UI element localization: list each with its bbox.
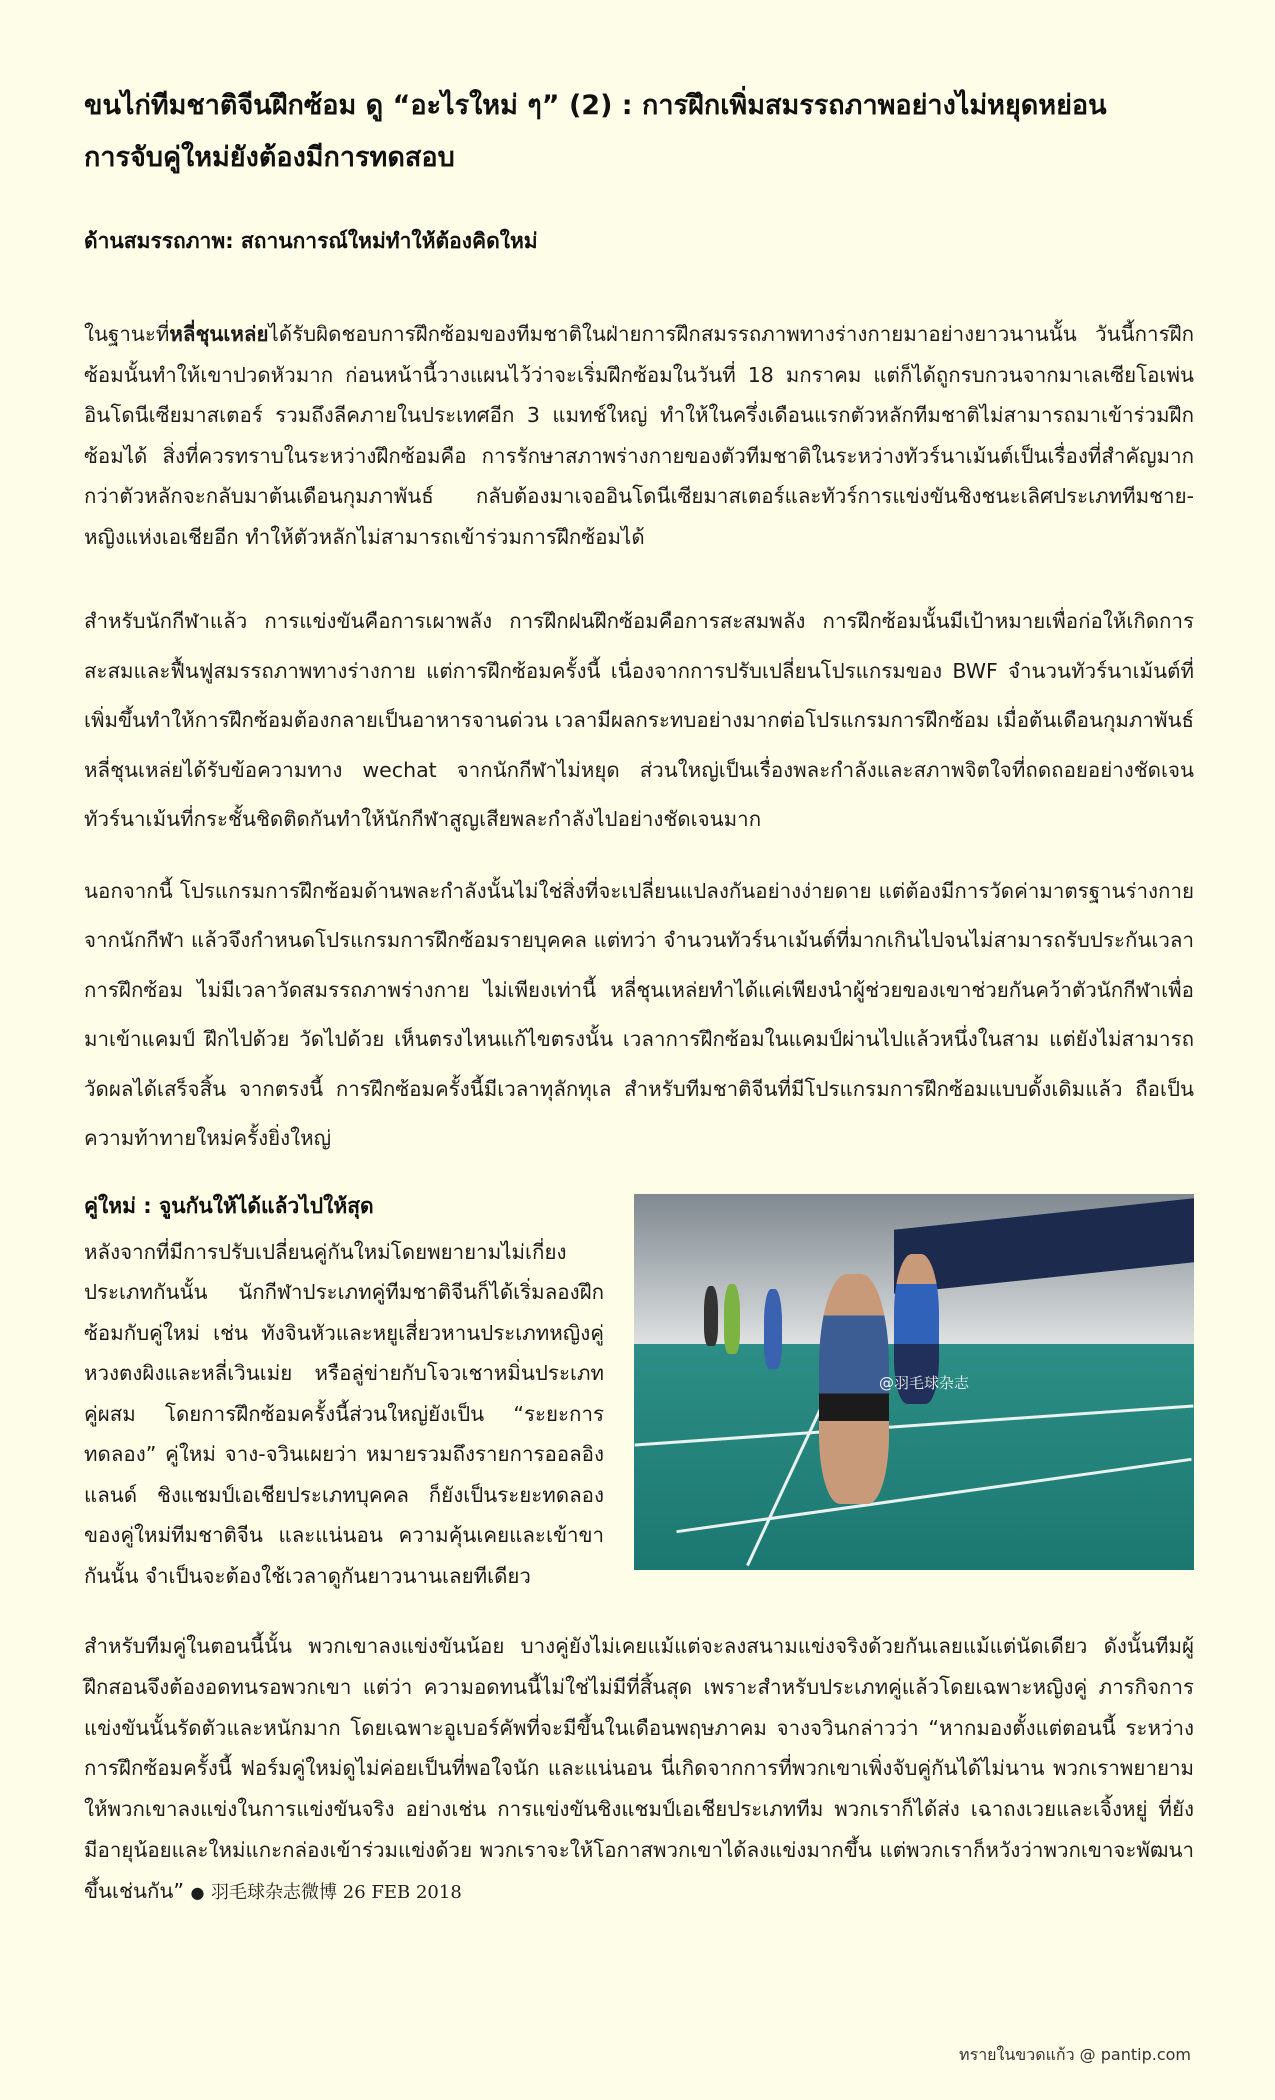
paragraph-1 <box>84 314 1194 557</box>
section-heading-fitness: ด้านสมรรถภาพ: สถานการณ์ใหม่ทำให้ต้องคิดใหม่ <box>84 229 538 253</box>
section-heading-new-pairs: คู่ใหม่ : จูนกันให้ได้แล้วไปให้สุด <box>84 1193 374 1218</box>
article <box>84 80 1194 1914</box>
title-line-1: ขนไก่ทีมชาติจีนฝึกซ้อม ดู “อะไรใหม่ ๆ” (2) : การฝึกเพิ่มสมรรถภาพอย่างไม่หยุดหย่อน <box>84 90 1107 121</box>
article-title <box>84 80 1194 184</box>
paragraph-1-bold-name: หลี่ชุนเหล่ย <box>169 322 269 346</box>
photo-watermark: @羽毛球杂志 <box>879 1373 970 1392</box>
paragraph-5-text: สำหรับทีมคู่ในตอนนี้นั้น พวกเขาลงแข่งขันน้อย บางคู่ยังไม่เคยแม้แต่จะลงสนามแข่งจริงด้วยกันเลยแม้แต่นัดเดียว ดังนั้นทีมผู้ฝึกสอนจึงต้องอดทนรอพวกเขา แต่ว่า ความอดทนนี้ไม่ใช่ไม่มีที่สิ้นสุด เพราะสำหรับประเภทคู่แล้วโดยเฉพาะหญิงคู่ ภารกิจการแข่งขันนั้นรัดตัวและหนักมาก โดยเฉพาะอูเบอร์คัพที่จะมีขึ้นในเดือนพฤษภาคม จางจวินกล่าวว่า “หากมองตั้งแต่ตอนนี้ ระหว่างการฝึกซ้อมครั้งนี้ ฟอร์มคู่ใหม่ดูไม่ค่อยเป็นที่พอใจนัก และแน่นอน นี่เกิดจากการที่พวกเขาเพิ่งจับคู่กันได้ไม่นาน พวกเราพยายามให้พวกเขาลงแข่งในการแข่งขันจริง อย่างเช่น การแข่งขันชิงแชมป์เอเชียประเภททีม พวกเราก็ได้ส่ง เฉาถงเวยและเจิ้งหยู่ ที่ยังมีอายุน้อยและใหม่แกะกล่องเข้าร่วมแข่งด้วย พวกเราจะให้โอกาสพวกเขาได้ลงแข่งมากขึ้น แต่พวกเราก็หวังว่าพวกเขาจะพัฒนาขึ้นเช่นกัน” <box>84 1634 1194 1903</box>
paragraph-1-rest: ได้รับผิดชอบการฝึกซ้อมของทีมชาติในฝ่ายการฝึกสมรรถภาพทางร่างกายมาอย่างยาวนานนั้น วันนี้การฝึกซ้อมนั้นทำให้เขาปวดหัวมาก ก่อนหน้านี้วางแผนไว้ว่าจะเริ่มฝึกซ้อมในวันที่ 18 มกราคม แต่ก็ได้ถูกรบกวนจากมาเลเซียโอเพ่น อินโดนีเซียมาสเตอร์ รวมถึงลีคภายในประเทศอีก 3 แมทช์ใหญ่ ทำให้ในครึ่งเดือนแรกตัวหลักทีมชาติไม่สามารถมาเข้าร่วมฝึกซ้อมได้ สิ่งที่ควรทราบในระหว่างฝึกซ้อมคือ การรักษาสภาพร่างกายของตัวทีมชาติในระหว่างทัวร์นาเม้นต์เป็นเรื่องที่สำคัญมาก กว่าตัวหลักจะกลับมาต้นเดือนกุมภาพันธ์ กลับต้องมาเจออินโดนีเซียมาสเตอร์และทัวร์การแข่งขันชิงชนะเลิศประเภททีมชาย-หญิงแห่งเอเชียอีก ทำให้ตัวหลักไม่สามารถเข้าร่วมการฝึกซ้อมได้ <box>84 322 1194 549</box>
badminton-training-photo <box>634 1194 1194 1570</box>
paragraph-5 <box>84 1626 1194 1914</box>
bullet-icon: ● <box>190 1882 205 1902</box>
footer-credit: ทรายในขวดแก้ว @ pantip.com <box>959 2045 1191 2064</box>
source-credit: 羽毛球杂志微博 26 FEB 2018 <box>211 1881 462 1903</box>
paragraph-3: นอกจากนี้ โปรแกรมการฝึกซ้อมด้านพละกำลังนั้นไม่ใช่สิ่งที่จะเปลี่ยนแปลงกันอย่างง่ายดาย แต่ต้องมีการวัดค่ามาตรฐานร่างกายจากนักกีฬา แล้วจึงกำหนดโปรแกรมการฝึกซ้อมรายบุคคล แต่ทว่า จำนวนทัวร์นาเม้นต์ที่มากเกินไปจนไม่สามารถรับประกันเวลาการฝึกซ้อม ไม่มีเวลาวัดสมรรถภาพร่างกาย ไม่เพียงเท่านี้ หลี่ชุนเหล่ยทำได้แค่เพียงนำผู้ช่วยของเขาช่วยกันคว้าตัวนักกีฬาเพื่อมาเข้าแคมป์ ฝึกไปด้วย วัดไปด้วย เห็นตรงไหนแก้ไขตรงนั้น เวลาการฝึกซ้อมในแคมป์ผ่านไปแล้วหนึ่งในสาม แต่ยังไม่สามารถวัดผลได้เสร็จสิ้น จากตรงนี้ การฝึกซ้อมครั้งนี้มีเวลาทุลักทุเล สำหรับทีมชาติจีนที่มีโปรแกรมการฝึกซ้อมแบบดั้งเดิมแล้ว ถือเป็นความท้าทายใหม่ครั้งยิ่งใหญ่ <box>84 878 1194 1150</box>
title-line-2: การจับคู่ใหม่ยังต้องมีการทดสอบ <box>84 142 455 173</box>
paragraph-2: สำหรับนักกีฬาแล้ว การแข่งขันคือการเผาพลัง การฝึกฝนฝึกซ้อมคือการสะสมพลัง การฝึกซ้อมนั้นมีเป้าหมายเพื่อก่อให้เกิดการสะสมและฟื้นฟูสมรรถภาพทางร่างกาย แต่การฝึกซ้อมครั้งนี้ เนื่องจากการปรับเปลี่ยนโปรแกรมของ BWF จำนวนทัวร์นาเม้นต์ที่เพิ่มขึ้นทำให้การฝึกซ้อมต้องกลายเป็นอาหารจานด่วน เวลามีผลกระทบอย่างมากต่อโปรแกรมการฝึกซ้อม เมื่อต้นเดือนกุมภาพันธ์ หลี่ชุนเหล่ยได้รับข้อความทาง wechat จากนักกีฬาไม่หยุด ส่วนใหญ่เป็นเรื่องพละกำลังและสภาพจิตใจที่ถดถอยอย่างชัดเจน ทัวร์นาเม้นที่กระชั้นชิดติดกันทำให้นักกีฬาสูญเสียพละกำลังไปอย่างชัดเจนมาก <box>84 609 1194 831</box>
paragraph-4: หลังจากที่มีการปรับเปลี่ยนคู่กันใหม่โดยพยายามไม่เกี่ยงประเภทกันนั้น นักกีฬาประเภทคู่ทีมชาติจีนก็ได้เริ่มลองฝึกซ้อมกับคู่ใหม่ เช่น ทังจินหัวและหยูเสี่ยวหานประเภทหญิงคู่ หวงตงผิงและหลี่เวินเม่ย หรือลู่ข่ายกับโจวเชาหมิ่นประเภทคู่ผสม โดยการฝึกซ้อมครั้งนี้ส่วนใหญ่ยังเป็น “ระยะการทดลอง” คู่ใหม่ จาง-จวินเผยว่า หมายรวมถึงรายการออลอิงแลนด์ ชิงแชมป์เอเชียประเภทบุคคล ก็ยังเป็นระยะทดลองของคู่ใหม่ทีมชาติจีน และแน่นอน ความคุ้นเคยและเข้าขากันนั้น จำเป็นจะต้องใช้เวลาดูกันยาวนานเลยทีเดียว <box>84 1239 604 1588</box>
new-pairs-section <box>84 1184 1194 1597</box>
paragraph-1-prefix: ในฐานะที่ <box>84 322 170 346</box>
